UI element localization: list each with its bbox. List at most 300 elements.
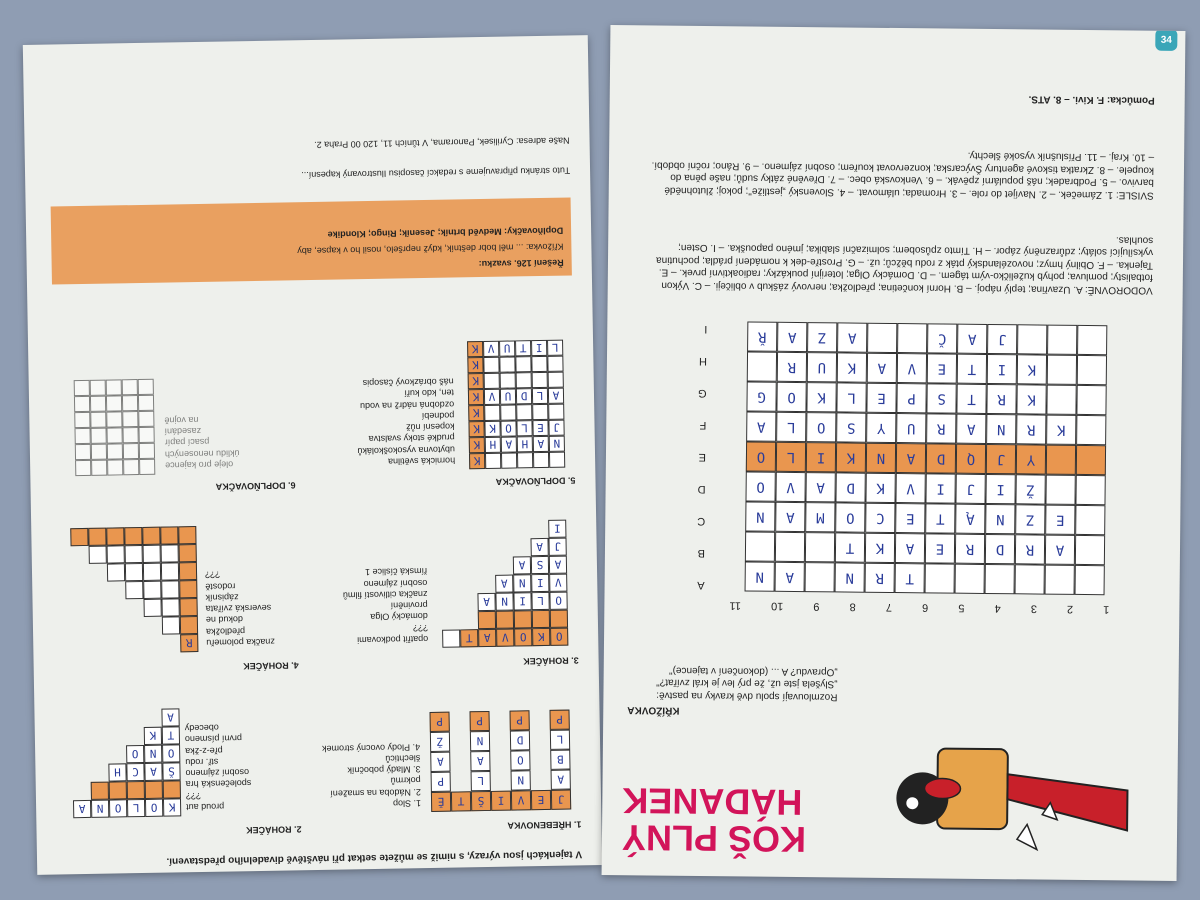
crossword-cell: Y bbox=[1016, 444, 1046, 474]
footer-address: Naše adresa: Cyrilisek, Panorama, V tůních 11, 120 00 Praha 2. bbox=[314, 135, 570, 150]
puzzle-1-grid bbox=[430, 710, 572, 812]
grid-cell: N bbox=[549, 436, 565, 452]
vertical-clues: SVISLE: 1. Zámeček. – 2. Navíjet do role. – 3. Hromada; ulámovat. – 4. Slovenský „jestliže"; pokoj; žlutohnědé barvivo. – 5. Podbradek; náš populární zpěvák. – 6. Venkovská obec. – 7. Dřevěné zátky sudů; naše pěna do koupele. – 8. Zkratka tiskové agentury Švýcarska; konzervovat kouřem; osobní zájmeno. – 9. Ráno; roční období. – 10. Kraj. – 11. Příslušník vysoké šlechty. bbox=[651, 150, 1155, 201]
crossword-cell: Č bbox=[927, 323, 957, 353]
puzzle-5-grid bbox=[467, 340, 565, 470]
crossword-cell: A bbox=[895, 533, 925, 563]
row-number: 4 bbox=[994, 602, 1001, 615]
clue: domácký Olga bbox=[370, 611, 428, 623]
grid-cell: O bbox=[500, 420, 516, 436]
row-number: 1 bbox=[1103, 603, 1110, 616]
crossword-cell: P bbox=[896, 383, 926, 413]
clue: zápisník bbox=[205, 592, 239, 603]
crossword-cell bbox=[805, 562, 835, 592]
clue: zasedání bbox=[164, 426, 202, 437]
grid-cell: P bbox=[469, 711, 489, 731]
grid-cell bbox=[74, 428, 90, 444]
grid-cell: K bbox=[484, 421, 500, 437]
crossword-cell: R bbox=[1015, 534, 1045, 564]
grid-cell: K bbox=[467, 357, 483, 373]
magazine-title bbox=[621, 780, 807, 861]
crossword-cell: O bbox=[806, 412, 836, 442]
grid-cell bbox=[179, 598, 197, 616]
col-letter: A bbox=[697, 578, 705, 592]
crossword-cell bbox=[775, 532, 805, 562]
row-number: 7 bbox=[885, 600, 893, 613]
grid-cell: H bbox=[517, 436, 533, 452]
solution-title: Řešení 126. svazku: bbox=[478, 257, 564, 270]
clue: značka polomeřu bbox=[206, 636, 275, 648]
grid-cell: A bbox=[477, 593, 495, 611]
grid-cell bbox=[75, 444, 91, 460]
grid-cell bbox=[142, 527, 160, 545]
grid-cell bbox=[107, 443, 123, 459]
grid-cell bbox=[145, 781, 163, 799]
grid-cell: L bbox=[547, 340, 563, 356]
crossword-cell bbox=[897, 323, 927, 353]
crossword-cell bbox=[1045, 565, 1075, 595]
grid-cell: K bbox=[532, 628, 550, 646]
clue: na vojně bbox=[164, 414, 199, 426]
grid-cell bbox=[531, 356, 547, 372]
grid-cell: O bbox=[550, 628, 568, 646]
clue: ??? bbox=[204, 570, 221, 581]
crossword-cell: Z bbox=[807, 322, 837, 352]
crossword-cell: J bbox=[986, 444, 1016, 474]
col-letter: F bbox=[699, 418, 707, 431]
crossword-cell bbox=[955, 564, 985, 594]
crossword-cell: L bbox=[776, 412, 806, 442]
clue: předložka bbox=[205, 625, 246, 637]
grid-cell: Š bbox=[471, 791, 491, 811]
grid-cell: K bbox=[163, 798, 181, 816]
grid-cell bbox=[516, 404, 532, 420]
crossword-cell: L bbox=[836, 382, 866, 412]
crossword-cell: E bbox=[1045, 505, 1075, 535]
crossword-cell: O bbox=[776, 382, 806, 412]
crossword-cell: L bbox=[776, 442, 806, 472]
crossword-cell bbox=[985, 564, 1015, 594]
puzzle-2-clues bbox=[185, 721, 282, 813]
row-number: 6 bbox=[922, 601, 929, 614]
grid-cell bbox=[70, 528, 88, 546]
grid-cell bbox=[109, 781, 127, 799]
crossword-cell: E bbox=[927, 353, 957, 383]
grid-cell bbox=[161, 544, 179, 562]
clue: psací papír bbox=[164, 437, 210, 449]
left-intro: V tajenkách jsou výrazy, s nimiž se můžete setkat při návštěvě divadelního představení. bbox=[166, 848, 583, 867]
grid-cell bbox=[123, 459, 139, 475]
crossword-cell: N bbox=[985, 504, 1015, 534]
grid-cell: A bbox=[533, 436, 549, 452]
grid-cell: A bbox=[548, 388, 564, 404]
col-letter: H bbox=[698, 354, 708, 367]
grid-cell: N bbox=[513, 574, 531, 592]
grid-cell: V bbox=[483, 341, 499, 357]
grid-cell bbox=[179, 580, 197, 598]
grid-cell: K bbox=[468, 421, 484, 437]
grid-cell: A bbox=[549, 556, 567, 574]
grid-cell: T bbox=[451, 791, 471, 811]
crossword-cell: K bbox=[1046, 415, 1076, 445]
crossword-cell: A bbox=[775, 562, 805, 592]
grid-cell bbox=[483, 357, 499, 373]
grid-cell: A bbox=[430, 752, 450, 772]
clue: 1. Slop bbox=[392, 798, 422, 809]
crossword-cell: O bbox=[745, 471, 775, 501]
title-line-1: KOŠ PLNÝ bbox=[621, 817, 807, 861]
grid-cell bbox=[122, 427, 138, 443]
col-letter: B bbox=[697, 546, 706, 559]
grid-cell: U bbox=[500, 388, 516, 404]
puzzle-3-clues bbox=[307, 565, 428, 646]
crossword-cell: A bbox=[805, 472, 835, 502]
puzzle-6-grid bbox=[74, 379, 156, 476]
grid-cell: B bbox=[550, 750, 570, 770]
crossword-cell: C bbox=[865, 503, 895, 533]
clue: rodostě bbox=[205, 581, 236, 592]
grid-cell bbox=[106, 427, 122, 443]
clue: náš obrázkový časopis bbox=[362, 376, 454, 389]
clue: 2. Nádoba na smažení bbox=[330, 786, 421, 799]
grid-cell bbox=[161, 562, 179, 580]
crossword-cell: U bbox=[896, 413, 926, 443]
puzzle-2-grid bbox=[71, 708, 181, 818]
grid-cell: L bbox=[531, 592, 549, 610]
crossword-cell: I bbox=[806, 442, 836, 472]
grid-cell bbox=[91, 444, 107, 460]
grid-cell bbox=[106, 395, 122, 411]
col-letter: D bbox=[697, 482, 706, 495]
row-number: 10 bbox=[770, 599, 784, 612]
crossword-cell: R bbox=[777, 352, 807, 382]
grid-cell bbox=[122, 395, 138, 411]
grid-cell bbox=[106, 379, 122, 395]
page-number-badge: 34 bbox=[1155, 29, 1177, 51]
grid-cell: L bbox=[550, 730, 570, 750]
grid-cell: A bbox=[144, 763, 162, 781]
clue: 3. Mladý pobočník bbox=[347, 764, 421, 776]
grid-cell: I bbox=[513, 592, 531, 610]
grid-cell bbox=[107, 545, 125, 563]
clue: proud aut bbox=[186, 801, 225, 813]
crossword-cell bbox=[747, 351, 777, 381]
crossword-cell: K bbox=[865, 473, 895, 503]
grid-cell: O bbox=[514, 628, 532, 646]
grid-cell bbox=[139, 459, 155, 475]
crossword-cell bbox=[1046, 445, 1076, 475]
crossword-grid bbox=[745, 321, 1108, 595]
grid-cell: Ě bbox=[431, 792, 451, 812]
crossword-cell bbox=[1075, 505, 1105, 535]
left-page-content bbox=[23, 35, 602, 875]
crossword-cell: S bbox=[926, 383, 956, 413]
grid-cell bbox=[138, 395, 154, 411]
grid-cell: A bbox=[470, 751, 490, 771]
crossword-cell: T bbox=[956, 384, 986, 414]
clue: ??? bbox=[412, 622, 429, 634]
crossword-cell: J bbox=[955, 474, 985, 504]
crossword-cell: R bbox=[986, 384, 1016, 414]
crossword-cell: I bbox=[925, 473, 955, 503]
clue: obecedy bbox=[184, 722, 219, 734]
clue: společenská hra bbox=[185, 778, 252, 790]
title-line-2: HÁDANEK bbox=[622, 780, 803, 824]
clue: opatřit podkovami bbox=[357, 634, 429, 646]
row-number: 2 bbox=[1066, 602, 1074, 615]
row-number: 3 bbox=[1030, 602, 1037, 615]
grid-cell: I bbox=[548, 520, 566, 538]
grid-cell bbox=[90, 396, 106, 412]
grid-cell bbox=[515, 356, 531, 372]
crossword-cell: N bbox=[835, 562, 865, 592]
grid-cell bbox=[91, 782, 109, 800]
grid-cell bbox=[442, 629, 460, 647]
cat-basket-illustration bbox=[877, 728, 1158, 871]
crossword-cell: Q bbox=[956, 444, 986, 474]
crossword-cell bbox=[1076, 415, 1106, 445]
clue: osobní zájmeno bbox=[363, 577, 428, 589]
grid-cell bbox=[500, 372, 516, 388]
grid-cell bbox=[123, 443, 139, 459]
grid-cell: K bbox=[469, 453, 485, 469]
grid-cell bbox=[548, 404, 564, 420]
left-page bbox=[23, 35, 602, 875]
row-number: 8 bbox=[849, 600, 856, 613]
crossword-cell: K bbox=[1016, 384, 1046, 414]
crossword-cell: A bbox=[777, 322, 807, 352]
grid-cell: P bbox=[509, 710, 529, 730]
grid-cell: I bbox=[531, 574, 549, 592]
grid-cell bbox=[163, 780, 181, 798]
crossword-cell: E bbox=[925, 533, 955, 563]
clue: podnebí bbox=[421, 410, 455, 422]
grid-cell bbox=[161, 598, 179, 616]
clue: 4. Plody ovocný stromek bbox=[321, 741, 421, 754]
section-intro: Rozmlouvají spolu dvě kravky na pastvě: „Slyšela jste už, že prý lev je král zvířat?" „Opravdu? A ... (dokončení v tajence)" bbox=[656, 664, 838, 703]
grid-cell bbox=[485, 453, 501, 469]
grid-cell bbox=[547, 356, 563, 372]
crossword-cell: D bbox=[926, 443, 956, 473]
crossword-cell: A bbox=[775, 502, 805, 532]
crossword-cell bbox=[925, 563, 955, 593]
crossword-cell: K bbox=[837, 352, 867, 382]
grid-cell: U bbox=[499, 340, 515, 356]
grid-cell bbox=[91, 460, 107, 476]
grid-cell: K bbox=[467, 341, 483, 357]
grid-cell: O bbox=[549, 592, 567, 610]
grid-cell bbox=[178, 526, 196, 544]
grid-cell bbox=[139, 443, 155, 459]
grid-cell: J bbox=[548, 538, 566, 556]
right-page bbox=[602, 25, 1186, 881]
grid-cell: D bbox=[510, 730, 530, 750]
clue: pře-z-žka bbox=[185, 745, 223, 757]
solution-box bbox=[51, 197, 572, 284]
row-number: 9 bbox=[813, 600, 820, 613]
clue: úklidu nenosených bbox=[164, 448, 240, 460]
grid-cell: O bbox=[510, 750, 530, 770]
grid-cell: S bbox=[531, 556, 549, 574]
clue: prudké stoky svalstva bbox=[368, 433, 455, 445]
col-letter: I bbox=[704, 322, 708, 335]
grid-cell: T bbox=[162, 726, 180, 744]
crossword-cell bbox=[745, 531, 775, 561]
clue: ubytovna vysokoškoláků bbox=[357, 444, 456, 456]
grid-cell bbox=[74, 396, 90, 412]
puzzle-1-clues bbox=[310, 741, 421, 810]
grid-cell bbox=[127, 781, 145, 799]
crossword-cell bbox=[1077, 325, 1107, 355]
col-letter: G bbox=[697, 386, 707, 399]
crossword-cell: K bbox=[836, 442, 866, 472]
crossword-cell: A bbox=[746, 411, 776, 441]
crossword-cell: N bbox=[866, 443, 896, 473]
grid-cell: O bbox=[126, 745, 144, 763]
clue: ozdobná nádrž na vodu bbox=[359, 399, 455, 411]
grid-cell bbox=[125, 563, 143, 581]
crossword-cell: Ą bbox=[955, 504, 985, 534]
grid-cell bbox=[533, 452, 549, 468]
crossword-cell bbox=[1075, 475, 1105, 505]
crossword-cell bbox=[1047, 325, 1077, 355]
grid-cell bbox=[124, 527, 142, 545]
crossword-cell: V bbox=[775, 472, 805, 502]
grid-cell: V bbox=[549, 574, 567, 592]
crossword-cell: N bbox=[745, 501, 775, 531]
crossword-cell: K bbox=[1017, 354, 1047, 384]
crossword-cell bbox=[1075, 535, 1105, 565]
grid-cell bbox=[90, 428, 106, 444]
crossword-cell: A bbox=[1045, 535, 1075, 565]
grid-cell bbox=[160, 526, 178, 544]
crossword-cell: A bbox=[956, 414, 986, 444]
crossword-cell: R bbox=[865, 563, 895, 593]
grid-cell bbox=[143, 599, 161, 617]
grid-cell: O bbox=[162, 744, 180, 762]
grid-cell: K bbox=[468, 373, 484, 389]
crossword-cell: D bbox=[985, 534, 1015, 564]
crossword-cell bbox=[1046, 385, 1076, 415]
solution-line-2: Doplňovačky: Medvěd brtník; Jeseník; Ringo; Klondike bbox=[327, 225, 564, 240]
grid-cell: K bbox=[468, 405, 484, 421]
crossword-cell: A bbox=[837, 322, 867, 352]
crossword-cell bbox=[1077, 355, 1107, 385]
grid-cell bbox=[89, 546, 107, 564]
row-number: 5 bbox=[958, 601, 965, 614]
crossword-cell: K bbox=[865, 533, 895, 563]
grid-cell: P bbox=[549, 710, 569, 730]
clue: kopesní nůž bbox=[405, 421, 455, 433]
crossword-cell bbox=[1015, 564, 1045, 594]
right-page-content bbox=[602, 25, 1186, 881]
row-numbers bbox=[729, 598, 1109, 616]
grid-cell bbox=[143, 581, 161, 599]
crossword-cell: A bbox=[896, 443, 926, 473]
puzzle-6-title: 6. DOPLŇOVAČKA bbox=[215, 480, 296, 492]
clue: ten, kdo kuří bbox=[404, 388, 455, 399]
grid-cell: C bbox=[126, 763, 144, 781]
crossword-cell: I bbox=[985, 474, 1015, 504]
grid-cell: H bbox=[485, 437, 501, 453]
grid-cell bbox=[180, 616, 198, 634]
clue: severská zvířata bbox=[205, 602, 272, 615]
grid-cell bbox=[143, 563, 161, 581]
grid-cell: A bbox=[73, 800, 91, 818]
crossword-cell: E bbox=[866, 383, 896, 413]
horizontal-clues: VODOROVNĚ: A. Uzavřina; teplý nápoj. – B. Horní končetina; předložka; nervový záškub v obličeji. – C. Výkon fotbalisty; pomluva; pohyb kuželičko-vým tágem. – D. Domácky Olga; loterijní poukázky; radioaktivní prvek. – E. Tajenka. – F. Obilný hmyz; novozélandský pták z rodu běžců; už. – G. Prostře-dek k nomádení prádla; pochutina vyksílující soláty; zdůrazněný zápor. – H. Tímto způsobem; solmizační slabika; jméno papouška. – I. Osten; souhlas. bbox=[656, 234, 1154, 296]
col-letter: C bbox=[697, 514, 706, 527]
crossword-cell: K bbox=[806, 382, 836, 412]
row-number: 11 bbox=[729, 599, 741, 612]
grid-cell: E bbox=[532, 420, 548, 436]
crossword-cell: R bbox=[1016, 414, 1046, 444]
grid-cell bbox=[532, 372, 548, 388]
crossword-cell: O bbox=[835, 502, 865, 532]
crossword-cell: N bbox=[986, 414, 1016, 444]
crossword-cell bbox=[867, 323, 897, 353]
grid-cell bbox=[74, 412, 90, 428]
clue: pokrmů bbox=[390, 775, 421, 787]
clue: první písmeno bbox=[184, 733, 243, 745]
crossword-cell: N bbox=[745, 561, 775, 591]
grid-cell: N bbox=[91, 800, 109, 818]
clue: hornická světilna bbox=[387, 455, 456, 467]
grid-cell bbox=[179, 544, 197, 562]
grid-cell bbox=[478, 611, 496, 629]
grid-cell: T bbox=[515, 340, 531, 356]
grid-cell: A bbox=[530, 538, 548, 556]
grid-cell: I bbox=[491, 791, 511, 811]
grid-cell: L bbox=[532, 388, 548, 404]
grid-cell: L bbox=[516, 420, 532, 436]
grid-cell bbox=[532, 404, 548, 420]
clue: provinění bbox=[390, 600, 428, 611]
clue: značka citlivostí filmů bbox=[342, 589, 428, 601]
grid-cell bbox=[122, 379, 138, 395]
crossword-cell: Z bbox=[1015, 504, 1045, 534]
grid-cell: V bbox=[496, 629, 514, 647]
crossword-cell: I bbox=[987, 354, 1017, 384]
grid-cell: H bbox=[108, 763, 126, 781]
grid-cell bbox=[90, 380, 106, 396]
crossword-cell: S bbox=[836, 412, 866, 442]
puzzle-6-clues bbox=[164, 412, 275, 470]
crossword-cell: T bbox=[925, 503, 955, 533]
grid-cell bbox=[484, 373, 500, 389]
grid-cell bbox=[516, 372, 532, 388]
puzzle-4-title: 4. ROHÁČEK bbox=[243, 660, 299, 672]
crossword-cell: M bbox=[805, 502, 835, 532]
puzzle-3-grid bbox=[440, 520, 568, 648]
col-letter: E bbox=[698, 450, 707, 463]
crossword-cell: E bbox=[895, 503, 925, 533]
grid-cell: R bbox=[180, 634, 198, 652]
grid-cell: V bbox=[511, 790, 531, 810]
crossword-cell: R bbox=[926, 413, 956, 443]
grid-cell bbox=[125, 581, 143, 599]
crossword-cell: O bbox=[746, 441, 776, 471]
grid-cell bbox=[74, 380, 90, 396]
grid-cell bbox=[500, 404, 516, 420]
crossword-cell: R bbox=[955, 534, 985, 564]
grid-cell bbox=[496, 611, 514, 629]
puzzle-1-title: 1. HŘEBENOVKA bbox=[507, 819, 582, 831]
grid-cell bbox=[143, 545, 161, 563]
grid-cell: A bbox=[478, 629, 496, 647]
puzzle-3-title: 3. ROHÁČEK bbox=[523, 655, 579, 667]
grid-cell bbox=[499, 356, 515, 372]
